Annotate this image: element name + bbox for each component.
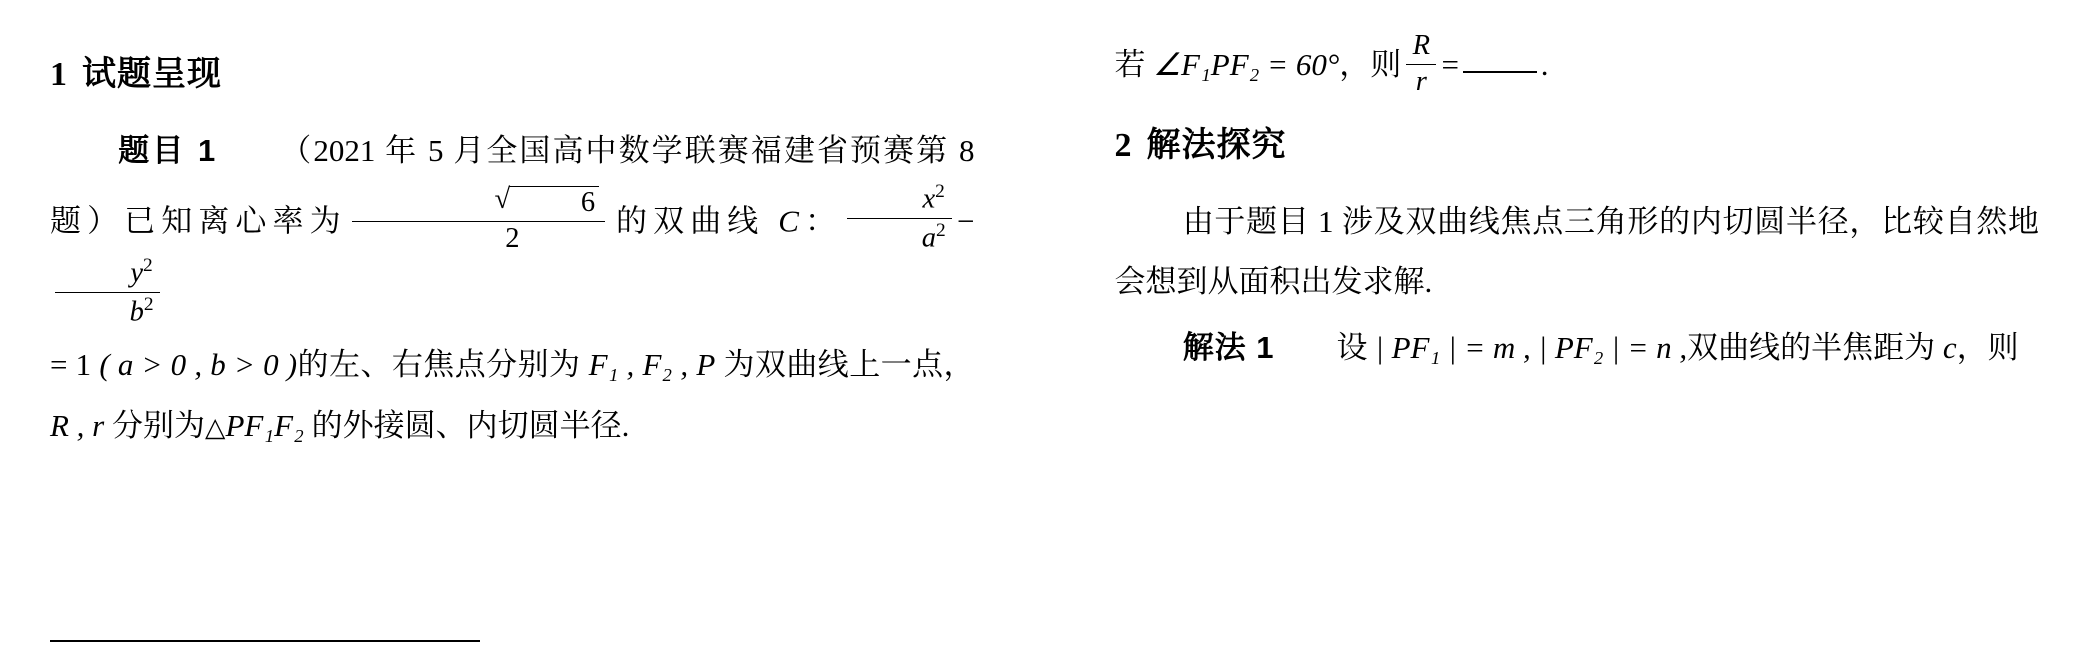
b-exponent: 2	[143, 293, 154, 315]
problem-label: 题目 1	[118, 133, 217, 168]
radii-symbols: R , r	[50, 407, 105, 443]
eccentricity-radicand: 6	[509, 186, 598, 220]
solution-eq-1: | PF₁ | = m ,	[1375, 330, 1531, 366]
a-exponent: 2	[935, 219, 946, 241]
problem-paragraph-3	[1115, 30, 2040, 99]
left-column	[40, 28, 1045, 666]
b-symbol: b	[129, 296, 144, 328]
section-1-number: 1	[50, 56, 68, 93]
sentence-period: .	[1540, 46, 1549, 82]
eccentricity-fraction	[352, 186, 605, 256]
right-column	[1045, 28, 2050, 666]
problem-text-7: 若	[1114, 46, 1146, 82]
semi-focal-symbol: c	[1942, 330, 1957, 366]
answer-blank	[1463, 71, 1537, 73]
solution-eq-2: | PF₂ | = n ,	[1538, 330, 1688, 366]
problem-text-3: 的左、右焦点分别为	[297, 347, 581, 383]
frac-top-x	[847, 181, 952, 218]
a-symbol: a	[921, 222, 936, 254]
minus-operator: −	[957, 203, 975, 239]
ratio-equals: =	[1441, 46, 1459, 82]
frac-bot-b	[55, 293, 160, 329]
problem-text-4: 为双曲线上一点，	[723, 347, 975, 383]
section-2-title: 解法探究	[1146, 125, 1287, 164]
x-exponent: 2	[935, 181, 945, 203]
curve-name: C	[778, 203, 799, 239]
problem-paragraph-1	[50, 121, 975, 329]
equals-one: = 1	[50, 347, 92, 383]
two-column-layout	[40, 28, 2049, 666]
x-symbol: x	[922, 184, 936, 216]
eccentricity-denominator: 2	[505, 222, 520, 254]
footnote-rule	[50, 640, 480, 642]
angle-condition: ∠F₁PF₂ = 60°	[1153, 46, 1340, 82]
frac-top-y	[55, 255, 160, 292]
y-symbol: y	[130, 257, 144, 289]
frac-bot-a	[847, 219, 952, 255]
problem-text-2: 的双曲线	[609, 203, 765, 239]
problem-text-1: 已知离心率为	[124, 203, 347, 239]
x-squared-over-a-squared	[847, 181, 952, 255]
sqrt-icon	[426, 186, 598, 220]
problem-text-8: ，则	[1339, 46, 1402, 82]
solution-1-paragraph	[1115, 318, 2040, 378]
section-2-number: 2	[1114, 126, 1133, 164]
math-colon: ：	[798, 203, 843, 239]
solution-1-lead: 设	[1336, 330, 1368, 366]
problem-source: （2021 年 5 月全国高中数学联赛福建省预赛第 8 题）	[50, 133, 975, 239]
R-over-r-fraction	[1406, 30, 1436, 99]
section-heading-1	[50, 46, 975, 95]
section-heading-2	[1115, 117, 2040, 166]
problem-conditions: ( a > 0 , b > 0 )	[99, 347, 298, 383]
eccentricity-numerator	[352, 186, 605, 222]
section-1-title: 试题呈现	[82, 55, 222, 93]
solution-1-label: 解法 1	[1182, 330, 1275, 366]
solution-intro-text: 由于题目 1 涉及双曲线焦点三角形的内切圆半径，比较自然地会想到从面积出发求解.	[1114, 203, 2039, 299]
y-exponent: 2	[143, 255, 153, 277]
problem-paragraph-2	[50, 335, 975, 456]
triangle-vertices: PF₁F₂	[225, 407, 304, 443]
solution-1-then: ，则	[1956, 330, 2019, 366]
problem-text-6: 的外接圆、内切圆半径.	[311, 407, 630, 443]
r-symbol: r	[1415, 65, 1427, 97]
problem-text-5: 分别为	[112, 407, 205, 443]
solution-1-tail: 双曲线的半焦距为	[1687, 330, 1936, 366]
y-squared-over-b-squared	[55, 255, 160, 329]
solution-intro-paragraph	[1115, 192, 2040, 313]
triangle-icon	[205, 408, 226, 443]
R-symbol: R	[1406, 30, 1436, 65]
foci-symbols: F₁ , F₂ , P	[588, 347, 716, 383]
